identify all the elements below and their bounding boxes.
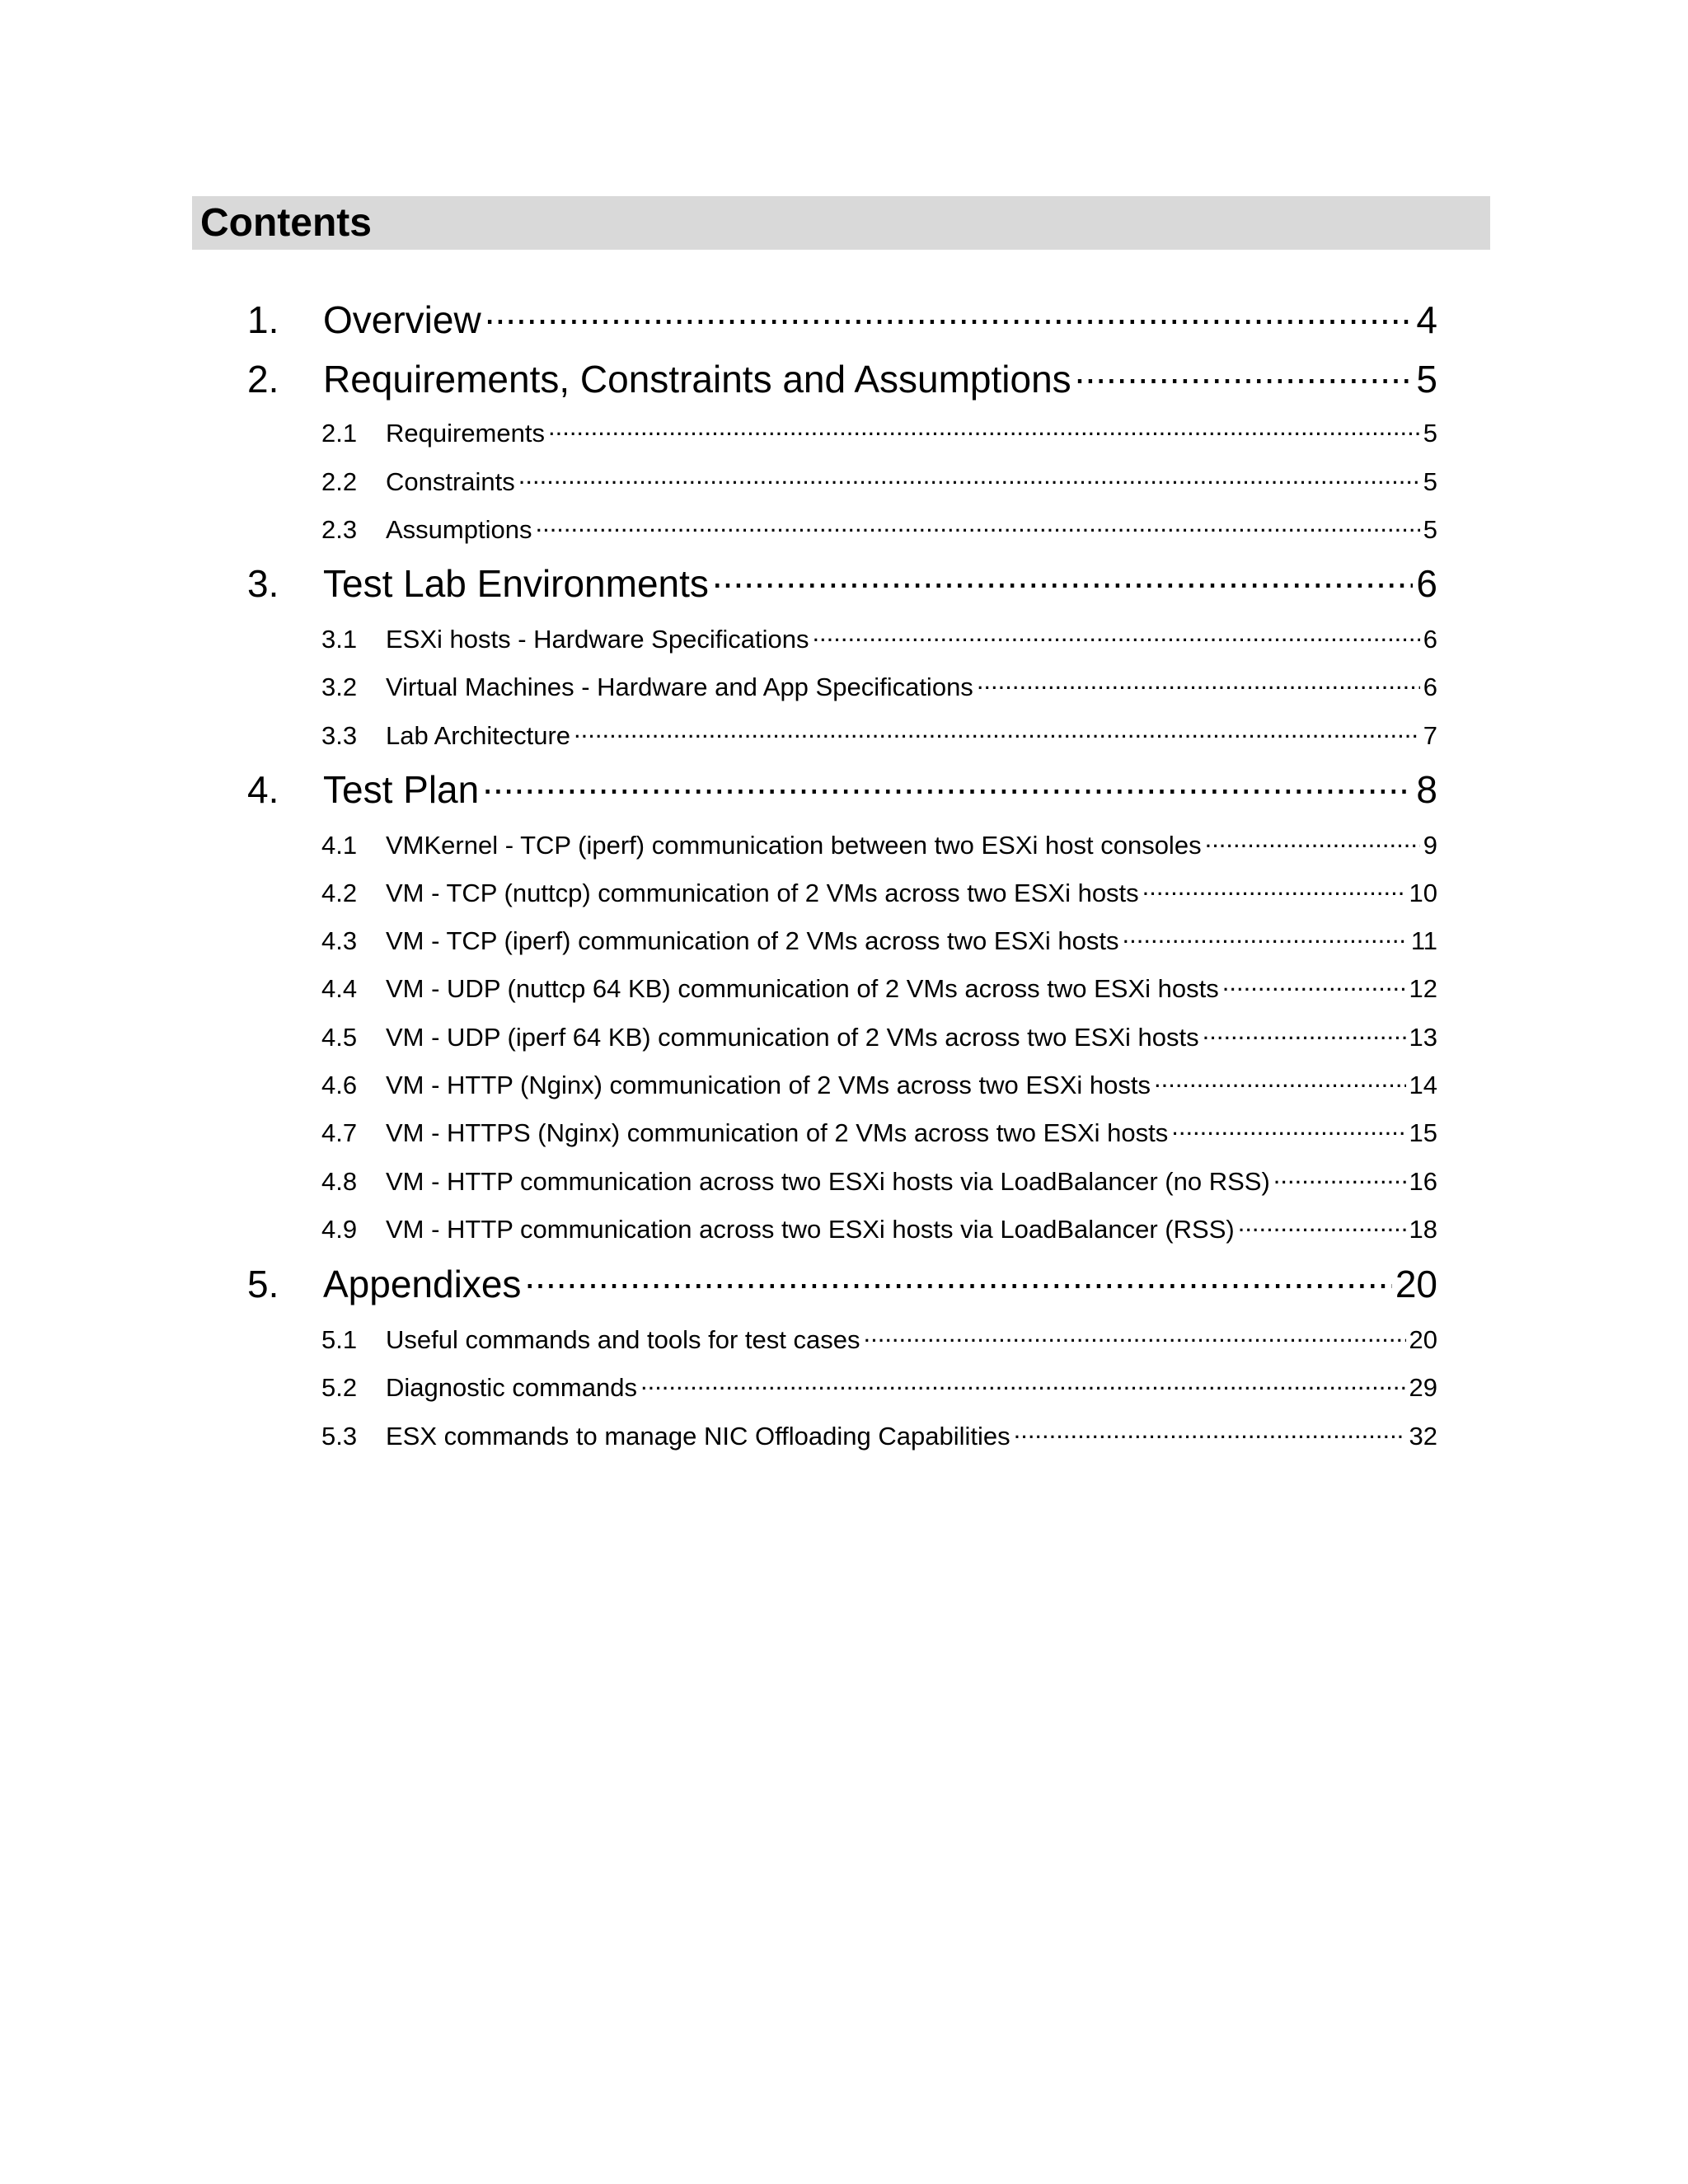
toc-entry[interactable] [321,622,1437,654]
toc-entry-number: 4.4 [321,974,358,1003]
toc-entry-page: 7 [1423,721,1437,750]
toc-entry-title: ESX commands to manage NIC Offloading Capabilities [386,1422,1010,1451]
toc-entry-title: Requirements, Constraints and Assumptions [323,358,1071,401]
toc-entry-title: VM - HTTP communication across two ESXi hosts via LoadBalancer (RSS) [386,1215,1235,1244]
toc-entry-number: 4.2 [321,879,358,907]
toc-entry-number: 2.1 [321,419,358,448]
toc-entry-number: 3.1 [321,625,358,654]
toc-entry-number: 2. [247,358,279,401]
dot-leader [1171,1116,1405,1141]
toc-entry[interactable] [321,1068,1437,1100]
dot-leader [1273,1165,1406,1190]
toc-entry-number: 4. [247,768,279,811]
dot-leader [1014,1419,1406,1445]
dot-leader [1123,924,1408,949]
toc-entry[interactable] [321,1419,1437,1451]
toc-entry-page: 29 [1409,1373,1437,1402]
toc-entry-page: 12 [1409,974,1437,1003]
toc-entry-number: 5.3 [321,1422,358,1451]
toc-entry[interactable] [321,828,1437,860]
toc-entry[interactable] [247,559,1437,606]
toc-entry-title: VM - TCP (iperf) communication of 2 VMs across two ESXi hosts [386,926,1119,955]
toc-entry-number: 5.2 [321,1373,358,1402]
dot-leader [482,765,1413,803]
toc-entry[interactable] [321,972,1437,1004]
toc-entry-title: Useful commands and tools for test cases [386,1325,860,1354]
toc-entry[interactable] [247,354,1437,401]
toc-entry-title: Constraints [386,467,515,496]
toc-entry-number: 4.9 [321,1215,358,1244]
toc-entry[interactable] [321,1323,1437,1355]
toc-entry[interactable] [321,924,1437,956]
toc-entry-number: 1. [247,298,279,341]
toc-entry-page: 9 [1423,831,1437,860]
toc-entry-title: VM - HTTP communication across two ESXi hosts via LoadBalancer (no RSS) [386,1167,1270,1196]
dot-leader [548,416,1420,442]
toc-entry-page: 8 [1416,768,1437,811]
toc-entry[interactable] [321,1116,1437,1148]
toc-entry-title: VM - UDP (iperf 64 KB) communication of 2 VMs across two ESXi hosts [386,1023,1199,1052]
toc-entry-number: 3.2 [321,673,358,701]
toc-entry-title: Virtual Machines - Hardware and App Specifications [386,673,973,701]
toc-entry[interactable] [321,876,1437,908]
toc-entry-page: 5 [1423,467,1437,496]
dot-leader [1238,1212,1406,1238]
toc-entry-number: 3. [247,562,279,605]
toc-entry-title: ESXi hosts - Hardware Specifications [386,625,809,654]
dot-leader [712,559,1414,597]
dot-leader [1222,972,1406,997]
dot-leader [524,1259,1391,1297]
toc-entry-number: 4.8 [321,1167,358,1196]
toc-entry-page: 11 [1410,926,1437,955]
toc-entry[interactable] [247,1259,1437,1306]
dot-leader [1154,1068,1406,1094]
dot-leader [812,622,1419,648]
toc-entry-page: 20 [1409,1325,1437,1354]
toc-entry[interactable] [321,465,1437,497]
toc-entry[interactable] [321,513,1437,545]
toc-entry-page: 6 [1423,673,1437,701]
dot-leader [640,1371,1406,1396]
toc-entry-page: 5 [1416,358,1437,401]
toc-entry-title: VM - HTTPS (Nginx) communication of 2 VMs across two ESXi hosts [386,1118,1169,1147]
toc-entry[interactable] [321,1212,1437,1244]
toc-entry-title: VM - UDP (nuttcp 64 KB) communication of 2 VMs across two ESXi hosts [386,974,1219,1003]
toc-entry-number: 2.2 [321,467,358,496]
dot-leader [1075,354,1414,392]
toc-entry-number: 3.3 [321,721,358,750]
toc-entry-number: 2.3 [321,515,358,544]
dot-leader [1205,828,1420,854]
toc-entry[interactable] [247,765,1437,812]
dot-leader [977,670,1420,696]
dot-leader [1203,1020,1406,1046]
toc-entry-page: 20 [1395,1263,1437,1305]
toc-entry-number: 4.3 [321,926,358,955]
toc-entry-title: Assumptions [386,515,532,544]
toc-entry-page: 16 [1409,1167,1437,1196]
toc-entry[interactable] [321,1020,1437,1052]
toc-entry-title: Test Lab Environments [323,562,709,605]
toc-entry[interactable] [247,295,1437,342]
toc-entry-page: 5 [1423,419,1437,448]
toc-entry-title: VMKernel - TCP (iperf) communication between two ESXi host consoles [386,831,1202,860]
toc-entry-title: VM - HTTP (Nginx) communication of 2 VMs across two ESXi hosts [386,1071,1151,1099]
dot-leader [518,465,1420,490]
toc-entry[interactable] [321,1371,1437,1403]
toc-entry-title: VM - TCP (nuttcp) communication of 2 VMs across two ESXi hosts [386,879,1139,907]
toc-entry-title: Lab Architecture [386,721,571,750]
dot-leader [863,1323,1405,1348]
toc-entry-title: Diagnostic commands [386,1373,637,1402]
dot-leader [574,719,1420,744]
toc-entry-page: 14 [1409,1071,1437,1099]
toc-entry-number: 5.1 [321,1325,358,1354]
toc-entry-page: 18 [1409,1215,1437,1244]
toc-entry-number: 4.7 [321,1118,358,1147]
toc-entry-page: 13 [1409,1023,1437,1052]
toc-entry-page: 4 [1416,298,1437,341]
toc-entry[interactable] [321,416,1437,448]
toc-entry[interactable] [321,719,1437,751]
toc-entry-number: 4.6 [321,1071,358,1099]
dot-leader [535,513,1419,538]
toc-entry-page: 6 [1416,562,1437,605]
toc-entry-title: Overview [323,298,481,341]
toc-entry-number: 5. [247,1263,279,1305]
toc-entry-title: Requirements [386,419,545,448]
dot-leader [1142,876,1406,902]
toc-entry-page: 32 [1409,1422,1437,1451]
toc-entry-page: 15 [1409,1118,1437,1147]
toc-entry-page: 5 [1423,515,1437,544]
toc-entry[interactable] [321,670,1437,702]
toc-entry-page: 6 [1423,625,1437,654]
contents-heading: Contents [192,196,1490,250]
toc-entry-number: 4.1 [321,831,358,860]
dot-leader [485,295,1414,333]
toc-entry-title: Appendixes [323,1263,522,1305]
toc-entry-title: Test Plan [323,768,480,811]
toc-entry-page: 10 [1409,879,1437,907]
toc-entry-number: 4.5 [321,1023,358,1052]
toc-entry[interactable] [321,1165,1437,1197]
